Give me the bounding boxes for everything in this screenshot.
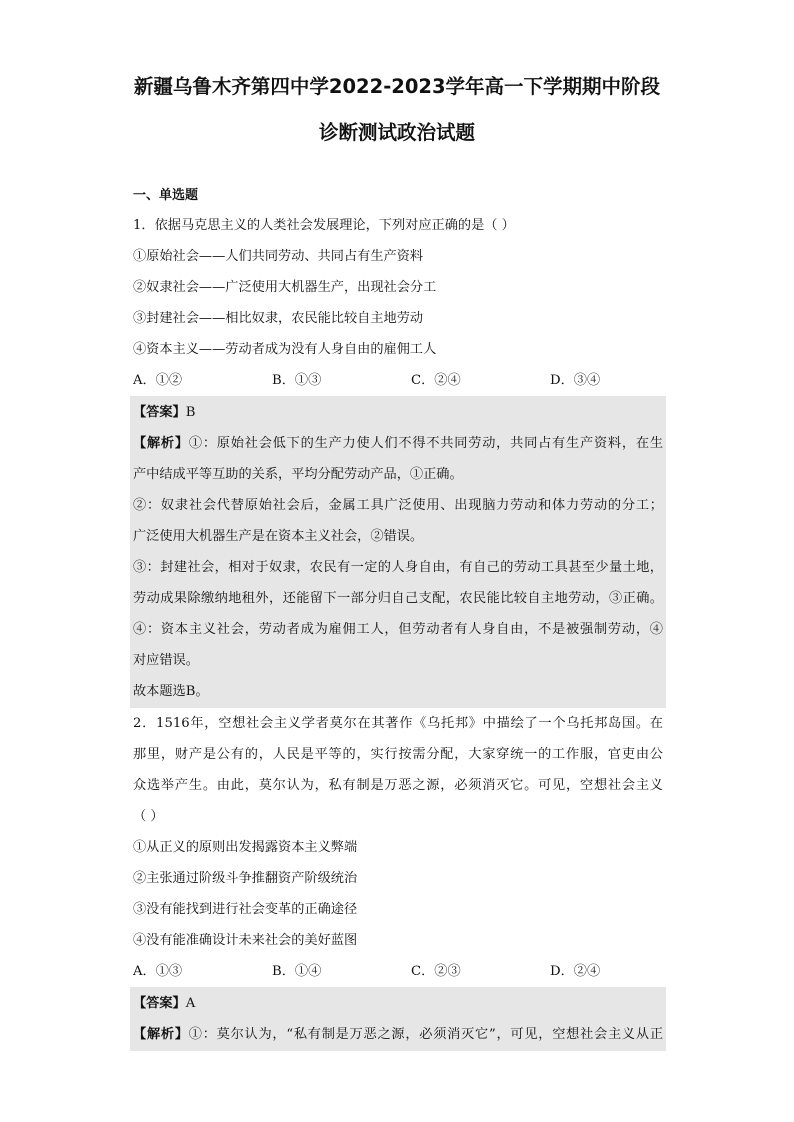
option-d: D．③④	[550, 373, 601, 388]
answer-value: A	[185, 996, 196, 1011]
answer-explanation-box	[130, 987, 666, 1051]
answer-explanation-box	[130, 396, 666, 708]
section-heading: 一、单选题	[133, 188, 199, 203]
option-c: C．②③	[411, 964, 461, 979]
answer-tag: 【答案】	[133, 405, 186, 420]
analysis-line: 故本题选B。	[133, 684, 209, 699]
title-line-2: 诊断测试政治试题	[318, 121, 475, 144]
analysis-tag: 【解析】	[133, 1027, 189, 1042]
answer-line	[133, 988, 663, 1019]
analysis-line: 产中结成平等互助的关系，平均分配劳动产品，①正确。	[133, 467, 463, 482]
question-stem: （ ）	[133, 809, 164, 824]
analysis-line: ③：封建社会，相对于奴隶，农民有一定的人身自由，有自己的劳动工具甚至少量土地，	[133, 560, 663, 575]
statement-item: ④资本主义——劳动者成为没有人身自由的雇佣工人	[133, 342, 437, 357]
question-1	[133, 210, 663, 708]
answer-value: B	[185, 405, 196, 420]
question-stem: 那里，财产是公有的，人民是平等的，实行按需分配，大家穿统一的工作服，官吏由公	[133, 747, 663, 762]
analysis-line: 广泛使用大机器生产是在资本主义社会，②错误。	[133, 529, 424, 544]
option-d: D．②④	[550, 964, 601, 979]
analysis-line: ②：奴隶社会代替原始社会后，金属工具广泛使用、出现脑力劳动和体力劳动的分工；	[133, 498, 663, 513]
answer-options	[133, 365, 663, 396]
analysis-line	[133, 428, 663, 459]
question-2	[133, 708, 663, 1051]
statement-item: ①原始社会——人们共同劳动、共同占有生产资料	[133, 249, 424, 264]
document-body	[133, 182, 663, 1051]
answer-tag: 【答案】	[133, 996, 186, 1011]
document-title	[100, 64, 694, 156]
question-stem: 众选举产生。由此，莫尔认为，私有制是万恶之源，必须消灭它。可见，空想社会主义	[133, 778, 663, 793]
answer-line	[133, 397, 663, 428]
analysis-line: ④：资本主义社会，劳动者成为雇佣工人，但劳动者有人身自由，不是被强制劳动，④	[133, 622, 663, 637]
option-b: B．①④	[272, 964, 322, 979]
question-stem: 2．1516年，空想社会主义学者莫尔在其著作《乌托邦》中描绘了一个乌托邦岛国。在	[133, 716, 663, 731]
statement-item: ③没有能找到进行社会变革的正确途径	[133, 902, 358, 917]
statement-item: ②主张通过阶级斗争推翻资产阶级统治	[133, 871, 358, 886]
analysis-line	[133, 1019, 663, 1050]
option-c: C．②④	[411, 373, 461, 388]
option-a: A．①③	[133, 964, 183, 979]
title-line-1: 新疆乌鲁木齐第四中学2022-2023学年高一下学期期中阶段	[133, 75, 661, 98]
question-stem: 1．依据马克思主义的人类社会发展理论，下列对应正确的是（ ）	[133, 218, 515, 233]
answer-options	[133, 956, 663, 987]
statement-item: ④没有能准确设计未来社会的美好蓝图	[133, 933, 358, 948]
analysis-line: 对应错误。	[133, 653, 199, 668]
analysis-text: ①：原始社会低下的生产力使人们不得不共同劳动，共同占有生产资料，在生	[188, 436, 663, 451]
option-a: A．①②	[133, 373, 183, 388]
statement-item: ①从正义的原则出发揭露资本主义弊端	[133, 840, 358, 855]
option-b: B．①③	[272, 373, 322, 388]
statement-item: ②奴隶社会——广泛使用大机器生产，出现社会分工	[133, 280, 437, 295]
analysis-text: ①：莫尔认为，“私有制是万恶之源，必须消灭它”，可见，空想社会主义从正	[188, 1027, 663, 1042]
statement-item: ③封建社会——相比奴隶，农民能比较自主地劳动	[133, 311, 424, 326]
analysis-line: 劳动成果除缴纳地租外，还能留下一部分归自己支配，农民能比较自主地劳动，③正确。	[133, 591, 663, 606]
analysis-tag: 【解析】	[133, 436, 189, 451]
